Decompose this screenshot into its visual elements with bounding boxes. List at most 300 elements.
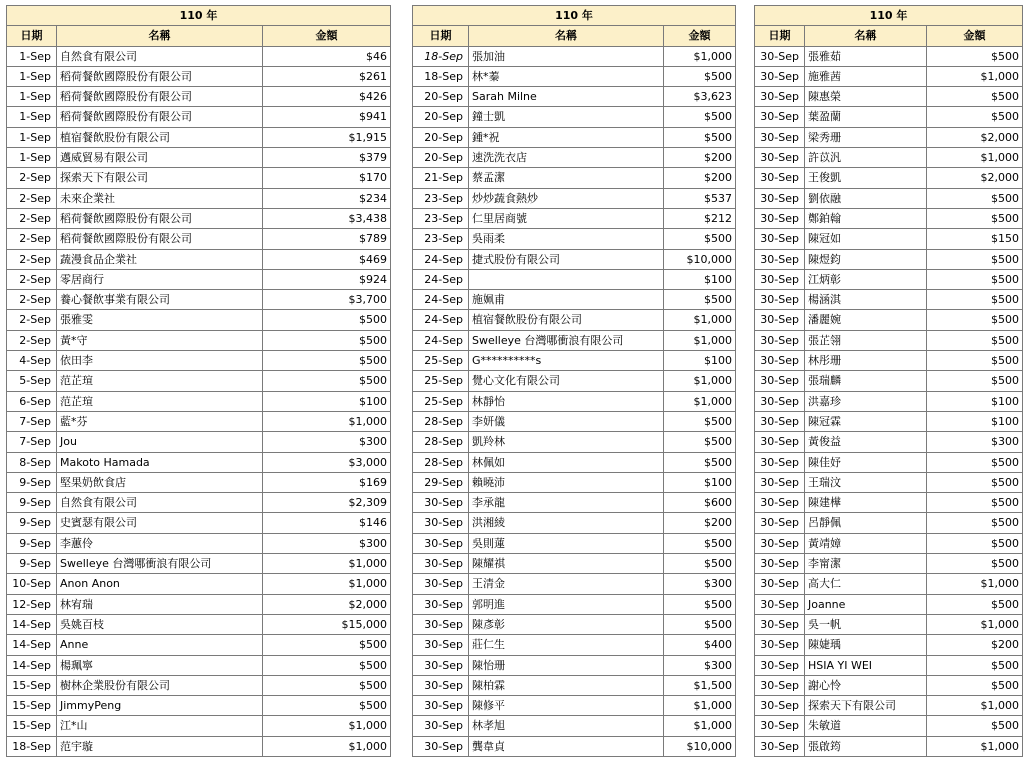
name-cell: 陳冠如: [805, 229, 927, 249]
amount-cell: $1,000: [664, 716, 736, 736]
table-row: [7, 391, 391, 411]
name-cell: Joanne: [805, 594, 927, 614]
date-cell: 1-Sep: [7, 127, 57, 147]
table-row: [7, 208, 391, 228]
amount-cell: $469: [263, 249, 391, 269]
amount-cell: $1,000: [263, 736, 391, 756]
date-cell: 30-Sep: [755, 391, 805, 411]
amount-cell: $500: [664, 594, 736, 614]
name-cell: 郭明進: [469, 594, 664, 614]
date-cell: 10-Sep: [7, 574, 57, 594]
amount-cell: $46: [263, 46, 391, 66]
date-cell: 30-Sep: [755, 290, 805, 310]
table-row: [413, 249, 736, 269]
amount-cell: $500: [263, 310, 391, 330]
name-cell: 捷式股份有限公司: [469, 249, 664, 269]
name-cell: 賴曉沛: [469, 472, 664, 492]
date-cell: 30-Sep: [755, 330, 805, 350]
table-row: [7, 675, 391, 695]
name-cell: 潘麗婉: [805, 310, 927, 330]
name-cell: 陳柏霖: [469, 675, 664, 695]
date-cell: 30-Sep: [413, 655, 469, 675]
table-row: [7, 46, 391, 66]
amount-cell: $500: [263, 675, 391, 695]
date-cell: 30-Sep: [755, 208, 805, 228]
table-row: [413, 148, 736, 168]
table-row: [413, 533, 736, 553]
name-cell: 林靜怡: [469, 391, 664, 411]
date-cell: 9-Sep: [7, 513, 57, 533]
name-cell: 稻荷餐飲國際股份有限公司: [57, 229, 263, 249]
table-row: [755, 168, 1023, 188]
amount-cell: $1,000: [927, 696, 1023, 716]
table-row: [7, 655, 391, 675]
date-cell: 30-Sep: [413, 614, 469, 634]
name-cell: 稻荷餐飲國際股份有限公司: [57, 66, 263, 86]
name-cell: 史賓瑟有限公司: [57, 513, 263, 533]
name-cell: 自然食有限公司: [57, 46, 263, 66]
date-cell: 30-Sep: [755, 269, 805, 289]
year-header: 110 年: [755, 6, 1023, 26]
table-row: [413, 716, 736, 736]
amount-cell: $15,000: [263, 614, 391, 634]
amount-cell: $500: [927, 472, 1023, 492]
name-cell: 江*山: [57, 716, 263, 736]
amount-cell: $500: [927, 310, 1023, 330]
date-cell: 24-Sep: [413, 290, 469, 310]
amount-cell: $3,623: [664, 87, 736, 107]
amount-cell: $170: [263, 168, 391, 188]
name-cell: 炒炒蔬食熱炒: [469, 188, 664, 208]
date-cell: 7-Sep: [7, 432, 57, 452]
date-cell: 30-Sep: [755, 229, 805, 249]
amount-cell: $1,000: [664, 371, 736, 391]
date-cell: 14-Sep: [7, 655, 57, 675]
date-cell: 30-Sep: [413, 554, 469, 574]
amount-cell: $500: [927, 554, 1023, 574]
table-row: [413, 107, 736, 127]
amount-cell: $500: [664, 107, 736, 127]
date-cell: 30-Sep: [755, 736, 805, 756]
date-header: 日期: [755, 26, 805, 46]
name-header: 名稱: [469, 26, 664, 46]
date-cell: 2-Sep: [7, 188, 57, 208]
table-body: [413, 46, 736, 756]
date-cell: 14-Sep: [7, 635, 57, 655]
name-cell: 藍*芬: [57, 411, 263, 431]
date-cell: 1-Sep: [7, 66, 57, 86]
date-cell: 28-Sep: [413, 432, 469, 452]
table-row: [413, 594, 736, 614]
name-cell: 吳姚百枝: [57, 614, 263, 634]
table-row: [7, 330, 391, 350]
table-row: [413, 452, 736, 472]
table-row: [755, 87, 1023, 107]
table-row: [7, 87, 391, 107]
table-row: [7, 493, 391, 513]
name-cell: 施雅茜: [805, 66, 927, 86]
amount-cell: $1,000: [263, 716, 391, 736]
table-row: [413, 696, 736, 716]
date-cell: 30-Sep: [755, 432, 805, 452]
year-header: 110 年: [413, 6, 736, 26]
amount-cell: $300: [263, 432, 391, 452]
name-cell: 陳煜鈞: [805, 249, 927, 269]
amount-cell: $1,915: [263, 127, 391, 147]
amount-cell: $1,000: [664, 391, 736, 411]
table-row: [413, 574, 736, 594]
amount-cell: $300: [664, 574, 736, 594]
name-cell: 陳冠霖: [805, 411, 927, 431]
table-row: [413, 87, 736, 107]
name-cell: 李甯潔: [805, 554, 927, 574]
date-header: 日期: [413, 26, 469, 46]
table-row: [7, 635, 391, 655]
date-cell: 2-Sep: [7, 168, 57, 188]
date-cell: 30-Sep: [755, 493, 805, 513]
table-row: [7, 269, 391, 289]
date-cell: 30-Sep: [755, 351, 805, 371]
table-row: [413, 330, 736, 350]
date-cell: 30-Sep: [755, 148, 805, 168]
table-row: [413, 229, 736, 249]
name-cell: Anne: [57, 635, 263, 655]
table-row: [7, 310, 391, 330]
date-cell: 20-Sep: [413, 107, 469, 127]
date-cell: 25-Sep: [413, 351, 469, 371]
name-cell: 龔韋貞: [469, 736, 664, 756]
name-cell: Swelleye 台灣哪衝浪有限公司: [469, 330, 664, 350]
date-cell: 7-Sep: [7, 411, 57, 431]
date-cell: 1-Sep: [7, 107, 57, 127]
date-cell: 1-Sep: [7, 87, 57, 107]
name-cell: 植宿餐飲股份有限公司: [57, 127, 263, 147]
table-row: [413, 472, 736, 492]
amount-cell: $500: [927, 249, 1023, 269]
name-cell: 稻荷餐飲國際股份有限公司: [57, 107, 263, 127]
date-cell: 23-Sep: [413, 188, 469, 208]
date-cell: 9-Sep: [7, 533, 57, 553]
date-cell: 18-Sep: [7, 736, 57, 756]
date-cell: 30-Sep: [755, 614, 805, 634]
amount-cell: $200: [664, 513, 736, 533]
date-cell: 28-Sep: [413, 452, 469, 472]
date-cell: 2-Sep: [7, 208, 57, 228]
table-row: [7, 594, 391, 614]
amount-cell: $400: [664, 635, 736, 655]
amount-cell: $212: [664, 208, 736, 228]
name-cell: G**********s: [469, 351, 664, 371]
date-cell: 9-Sep: [7, 472, 57, 492]
name-cell: 朱敏道: [805, 716, 927, 736]
name-cell: 李蕙伶: [57, 533, 263, 553]
name-cell: 王清金: [469, 574, 664, 594]
date-cell: 30-Sep: [755, 249, 805, 269]
date-cell: 18-Sep: [413, 46, 469, 66]
amount-cell: $500: [927, 290, 1023, 310]
name-cell: 王瑞汶: [805, 472, 927, 492]
date-cell: 30-Sep: [413, 493, 469, 513]
name-cell: 張啟筠: [805, 736, 927, 756]
name-cell: Jou: [57, 432, 263, 452]
table-row: [7, 472, 391, 492]
date-cell: 30-Sep: [755, 594, 805, 614]
table-row: [413, 371, 736, 391]
name-cell: 洪湘綾: [469, 513, 664, 533]
date-cell: 9-Sep: [7, 493, 57, 513]
table-row: [413, 66, 736, 86]
name-cell: 探索天下有限公司: [57, 168, 263, 188]
name-cell: 施姵甫: [469, 290, 664, 310]
date-cell: 30-Sep: [755, 310, 805, 330]
name-cell: 張雅雯: [57, 310, 263, 330]
amount-cell: $500: [927, 533, 1023, 553]
name-cell: 自然食有限公司: [57, 493, 263, 513]
table-row: [755, 655, 1023, 675]
name-cell: 蔬漫食品企業社: [57, 249, 263, 269]
date-cell: 30-Sep: [413, 594, 469, 614]
table-row: [755, 554, 1023, 574]
name-header: 名稱: [57, 26, 263, 46]
name-cell: Makoto Hamada: [57, 452, 263, 472]
name-cell: 張瑞麟: [805, 371, 927, 391]
amount-cell: $500: [927, 655, 1023, 675]
date-cell: 30-Sep: [755, 675, 805, 695]
table-row: [413, 391, 736, 411]
date-cell: 30-Sep: [755, 513, 805, 533]
name-cell: 洪嘉珍: [805, 391, 927, 411]
amount-cell: $200: [927, 635, 1023, 655]
name-cell: 陳婕瑀: [805, 635, 927, 655]
date-cell: 2-Sep: [7, 330, 57, 350]
amount-cell: $500: [927, 330, 1023, 350]
name-cell: 林彤珊: [805, 351, 927, 371]
name-cell: 零居商行: [57, 269, 263, 289]
amount-cell: $500: [263, 696, 391, 716]
table-row: [755, 330, 1023, 350]
name-cell: 范芷瑄: [57, 391, 263, 411]
table-row: [413, 493, 736, 513]
amount-cell: $500: [927, 513, 1023, 533]
date-cell: 30-Sep: [413, 533, 469, 553]
amount-cell: $2,000: [263, 594, 391, 614]
name-cell: 楊珮寧: [57, 655, 263, 675]
table-row: [755, 574, 1023, 594]
date-cell: 6-Sep: [7, 391, 57, 411]
amount-cell: $500: [927, 188, 1023, 208]
table-row: [7, 554, 391, 574]
date-cell: 30-Sep: [413, 675, 469, 695]
amount-cell: $500: [664, 66, 736, 86]
amount-cell: $500: [927, 675, 1023, 695]
table-row: [413, 168, 736, 188]
date-cell: 30-Sep: [755, 452, 805, 472]
name-cell: 陳彥彰: [469, 614, 664, 634]
amount-cell: $500: [927, 493, 1023, 513]
date-cell: 24-Sep: [413, 330, 469, 350]
name-cell: 鍾*祝: [469, 127, 664, 147]
amount-cell: $261: [263, 66, 391, 86]
name-cell: 依田李: [57, 351, 263, 371]
date-cell: 15-Sep: [7, 716, 57, 736]
amount-cell: $1,000: [664, 696, 736, 716]
date-cell: 30-Sep: [413, 513, 469, 533]
amount-cell: $100: [664, 351, 736, 371]
table-row: [755, 736, 1023, 756]
amount-cell: $500: [263, 655, 391, 675]
amount-cell: $2,000: [927, 168, 1023, 188]
date-cell: 24-Sep: [413, 249, 469, 269]
amount-cell: $500: [664, 290, 736, 310]
date-cell: 20-Sep: [413, 127, 469, 147]
amount-cell: $100: [664, 472, 736, 492]
name-cell: 陳佳妤: [805, 452, 927, 472]
amount-cell: $600: [664, 493, 736, 513]
name-cell: 黃*守: [57, 330, 263, 350]
name-cell: 黃靖嫜: [805, 533, 927, 553]
table-row: [755, 411, 1023, 431]
date-cell: 30-Sep: [413, 716, 469, 736]
name-cell: 范芷瑄: [57, 371, 263, 391]
amount-cell: $1,000: [927, 574, 1023, 594]
name-cell: 邁威貿易有限公司: [57, 148, 263, 168]
table-row: [413, 127, 736, 147]
name-cell: 謝心怜: [805, 675, 927, 695]
amount-cell: $169: [263, 472, 391, 492]
name-cell: 王俊凱: [805, 168, 927, 188]
date-cell: 29-Sep: [413, 472, 469, 492]
amount-cell: $1,000: [263, 574, 391, 594]
name-cell: 李承龍: [469, 493, 664, 513]
name-cell: 高大仁: [805, 574, 927, 594]
name-cell: JimmyPeng: [57, 696, 263, 716]
table-row: [755, 310, 1023, 330]
table-row: [7, 148, 391, 168]
date-cell: 30-Sep: [755, 371, 805, 391]
table-row: [755, 472, 1023, 492]
date-cell: 25-Sep: [413, 391, 469, 411]
table-row: [755, 148, 1023, 168]
amount-cell: $500: [927, 208, 1023, 228]
name-cell: 張加油: [469, 46, 664, 66]
table-row: [7, 513, 391, 533]
table-row: [755, 696, 1023, 716]
date-cell: 15-Sep: [7, 696, 57, 716]
table-row: [755, 188, 1023, 208]
table-row: [755, 594, 1023, 614]
name-cell: 鄭鉑翰: [805, 208, 927, 228]
table-row: [7, 574, 391, 594]
date-cell: 9-Sep: [7, 554, 57, 574]
table-row: [413, 675, 736, 695]
table-row: [755, 675, 1023, 695]
name-cell: 黃俊益: [805, 432, 927, 452]
name-cell: 葉盈蘭: [805, 107, 927, 127]
table-row: [7, 736, 391, 756]
table-row: [7, 249, 391, 269]
table-row: [755, 432, 1023, 452]
name-cell: 陳修平: [469, 696, 664, 716]
date-cell: 2-Sep: [7, 249, 57, 269]
amount-cell: $500: [263, 351, 391, 371]
amount-cell: $2,000: [927, 127, 1023, 147]
amount-cell: $379: [263, 148, 391, 168]
amount-cell: $1,000: [927, 614, 1023, 634]
name-cell: 梁秀珊: [805, 127, 927, 147]
table-row: [7, 716, 391, 736]
name-cell: 植宿餐飲股份有限公司: [469, 310, 664, 330]
table-row: [413, 513, 736, 533]
name-cell: 林宥瑞: [57, 594, 263, 614]
amount-cell: $3,438: [263, 208, 391, 228]
name-cell: 林佩如: [469, 452, 664, 472]
table-row: [7, 290, 391, 310]
donation-table-3: [754, 5, 1023, 757]
name-cell: 覺心文化有限公司: [469, 371, 664, 391]
name-cell: 養心餐飲事業有限公司: [57, 290, 263, 310]
date-cell: 30-Sep: [755, 533, 805, 553]
amount-cell: $537: [664, 188, 736, 208]
table-row: [413, 310, 736, 330]
table-body: [7, 46, 391, 756]
date-cell: 2-Sep: [7, 269, 57, 289]
date-cell: 30-Sep: [755, 472, 805, 492]
table-row: [7, 371, 391, 391]
date-cell: 2-Sep: [7, 290, 57, 310]
name-cell: 蔡孟潔: [469, 168, 664, 188]
date-cell: 30-Sep: [755, 635, 805, 655]
date-cell: 4-Sep: [7, 351, 57, 371]
amount-cell: $500: [263, 330, 391, 350]
name-cell: Sarah Milne: [469, 87, 664, 107]
date-cell: 1-Sep: [7, 148, 57, 168]
table-row: [755, 533, 1023, 553]
date-cell: 30-Sep: [755, 411, 805, 431]
amount-cell: $500: [927, 87, 1023, 107]
name-cell: 范宇璇: [57, 736, 263, 756]
date-cell: 30-Sep: [755, 168, 805, 188]
table-row: [755, 107, 1023, 127]
amount-cell: $1,000: [664, 330, 736, 350]
name-cell: 楊涵淇: [805, 290, 927, 310]
date-cell: 24-Sep: [413, 269, 469, 289]
table-row: [7, 411, 391, 431]
amount-cell: $200: [664, 148, 736, 168]
table-row: [755, 127, 1023, 147]
date-cell: 2-Sep: [7, 229, 57, 249]
amount-cell: $500: [927, 452, 1023, 472]
name-cell: HSIA YI WEI: [805, 655, 927, 675]
name-cell: 陳怡珊: [469, 655, 664, 675]
amount-header: 金額: [263, 26, 391, 46]
name-cell: [469, 269, 664, 289]
amount-cell: $500: [927, 351, 1023, 371]
name-cell: 張芷翎: [805, 330, 927, 350]
amount-cell: $1,000: [664, 46, 736, 66]
date-cell: 30-Sep: [413, 574, 469, 594]
date-cell: 30-Sep: [413, 736, 469, 756]
table-row: [413, 351, 736, 371]
table-row: [755, 290, 1023, 310]
donation-sheet: [6, 5, 1018, 753]
table-row: [7, 66, 391, 86]
amount-cell: $300: [263, 533, 391, 553]
table-row: [7, 229, 391, 249]
date-cell: 30-Sep: [413, 696, 469, 716]
table-row: [7, 452, 391, 472]
name-cell: 稻荷餐飲國際股份有限公司: [57, 87, 263, 107]
table-row: [755, 371, 1023, 391]
